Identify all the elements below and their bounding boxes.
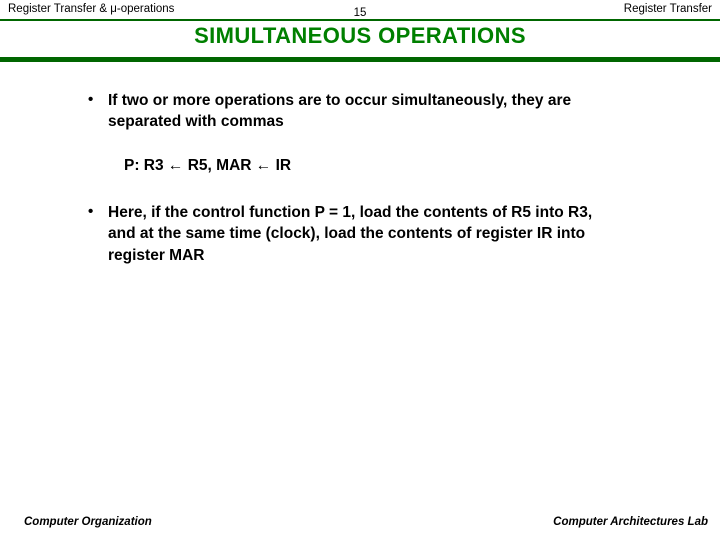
- bullet-icon: •: [88, 91, 94, 108]
- header-right-text: Register Transfer: [623, 3, 712, 15]
- divider-top: [0, 19, 720, 21]
- page-number: 15: [353, 7, 367, 19]
- list-item-text: Here, if the control function P = 1, load the contents of R5 into R3, and at the same time (clock), load the contents of register IR into register MAR: [108, 203, 593, 264]
- header-left-text: Register Transfer & μ-operations: [8, 3, 175, 15]
- register-transfer-expression: P: R3 ← R5, MAR ← IR: [124, 156, 292, 174]
- list-item: [0, 90, 720, 133]
- list-item: [0, 202, 720, 266]
- divider-bottom: [0, 57, 720, 62]
- footer-right-text: Computer Architectures Lab: [553, 516, 708, 528]
- page-title: SIMULTANEOUS OPERATIONS: [194, 23, 526, 48]
- slide-body: [0, 90, 720, 266]
- bullet-icon: •: [88, 202, 94, 220]
- footer-left-text: Computer Organization: [24, 516, 152, 528]
- list-item-text: If two or more operations are to occur simultaneously, they are separated with commas: [108, 92, 572, 131]
- spacer: [0, 175, 720, 202]
- slide-header: [0, 3, 720, 19]
